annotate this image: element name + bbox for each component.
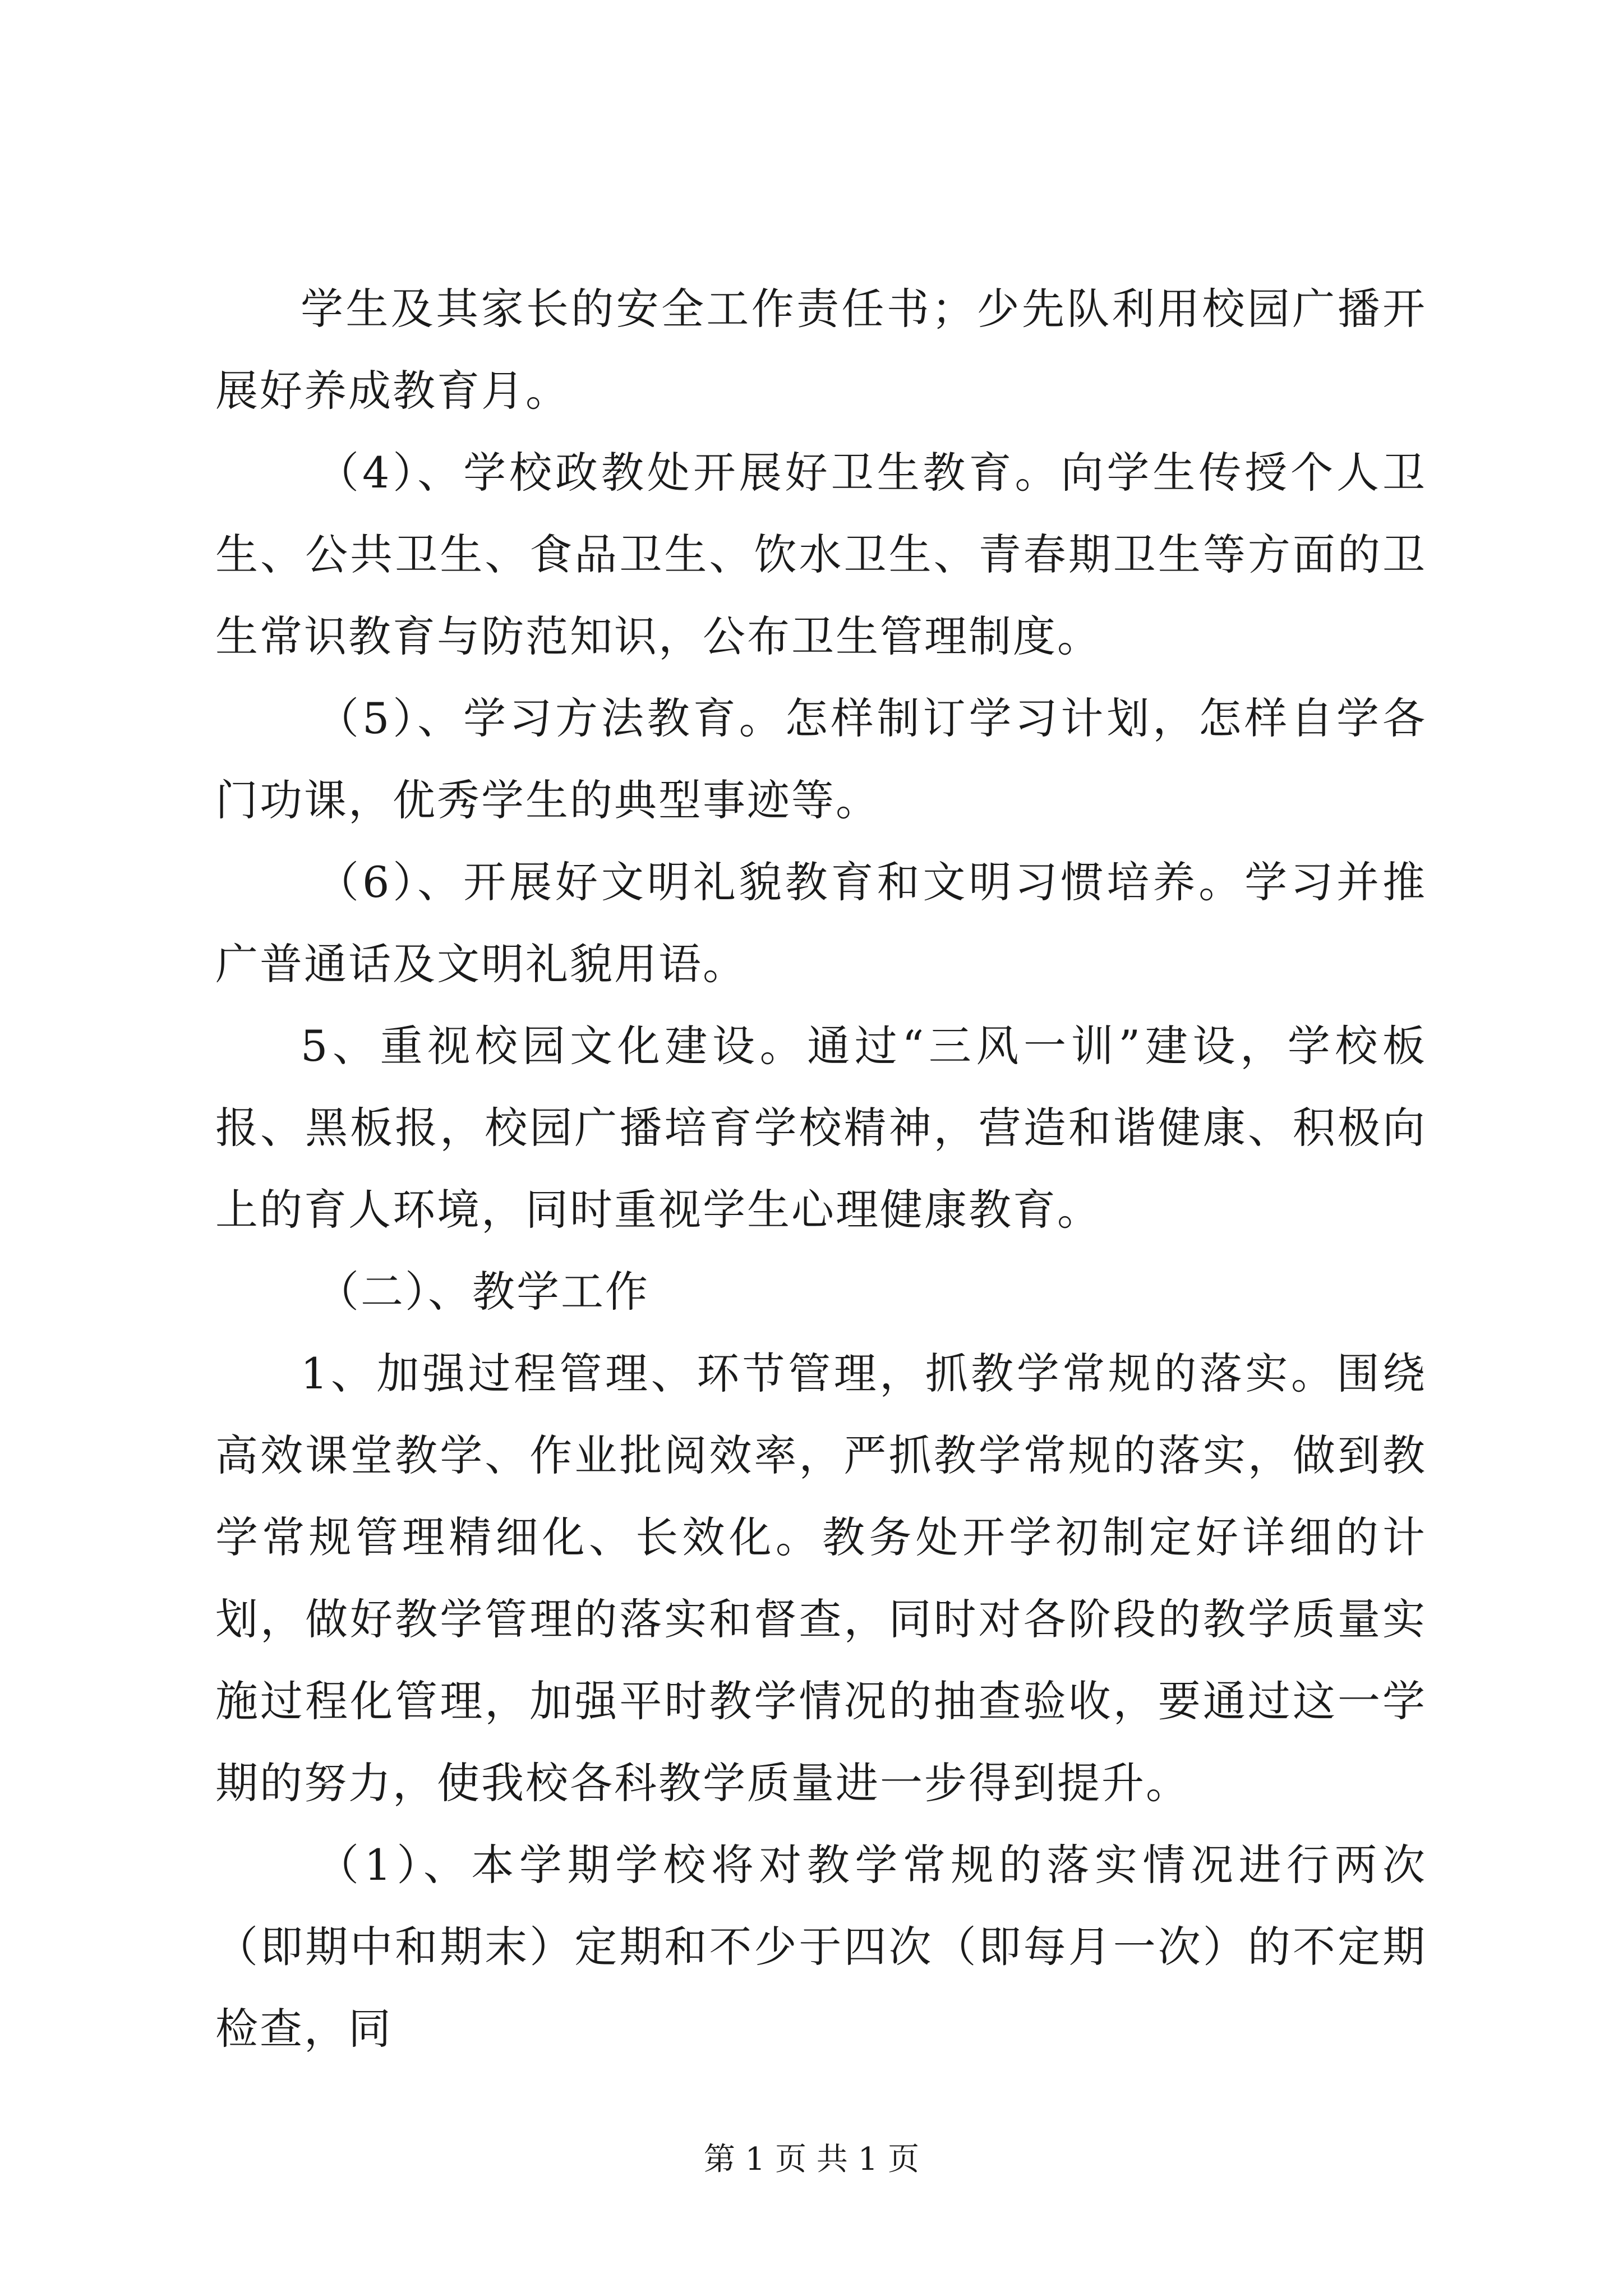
paragraph-routine-inspection: （1）、本学期学校将对教学常规的落实情况进行两次（即期中和期末）定期和不少于四次（即每月一次）的不定期检查，同: [215, 1840, 1427, 2054]
paragraph-study-method: （5）、学习方法教育。怎样制订学习计划，怎样自学各门功课，优秀学生的典型事迹等。: [215, 693, 1427, 825]
paragraph-campus-culture: 5、重视校园文化建设。通过“三风一训”建设，学校板报、黑板报，校园广播培育学校精神，营造和谐健康、积极向上的育人环境，同时重视学生心理健康教育。: [215, 1021, 1427, 1235]
section-heading-teaching: （二）、教学工作: [316, 1267, 649, 1317]
paragraph-process-management: 1、加强过程管理、环节管理，抓教学常规的落实。围绕高效课堂教学、作业批阅效率，严抓教学常规的落实，做到教学常规管理精细化、长效化。教务处开学初制定好详细的计划，做好教学管理的落实和督查，同时对各阶段的教学质量实施过程化管理，加强平时教学情况的抽查验收，要通过这一学期的努力，使我校各科教学质量进一步得到提升。: [215, 1349, 1427, 1808]
paragraph-safety-responsibility: 学生及其家长的安全工作责任书；少先队利用校园广播开展好养成教育月。: [215, 284, 1427, 416]
document-body: [215, 268, 1427, 2070]
paragraph-civility-education: （6）、开展好文明礼貌教育和文明习惯培养。学习并推广普通话及文明礼貌用语。: [215, 857, 1427, 989]
paragraph-hygiene-education: （4）、学校政教处开展好卫生教育。向学生传授个人卫生、公共卫生、食品卫生、饮水卫生、青春期卫生等方面的卫生常识教育与防范知识，公布卫生管理制度。: [215, 448, 1427, 661]
page-footer: 第 1 页 共 1 页: [703, 2141, 920, 2178]
